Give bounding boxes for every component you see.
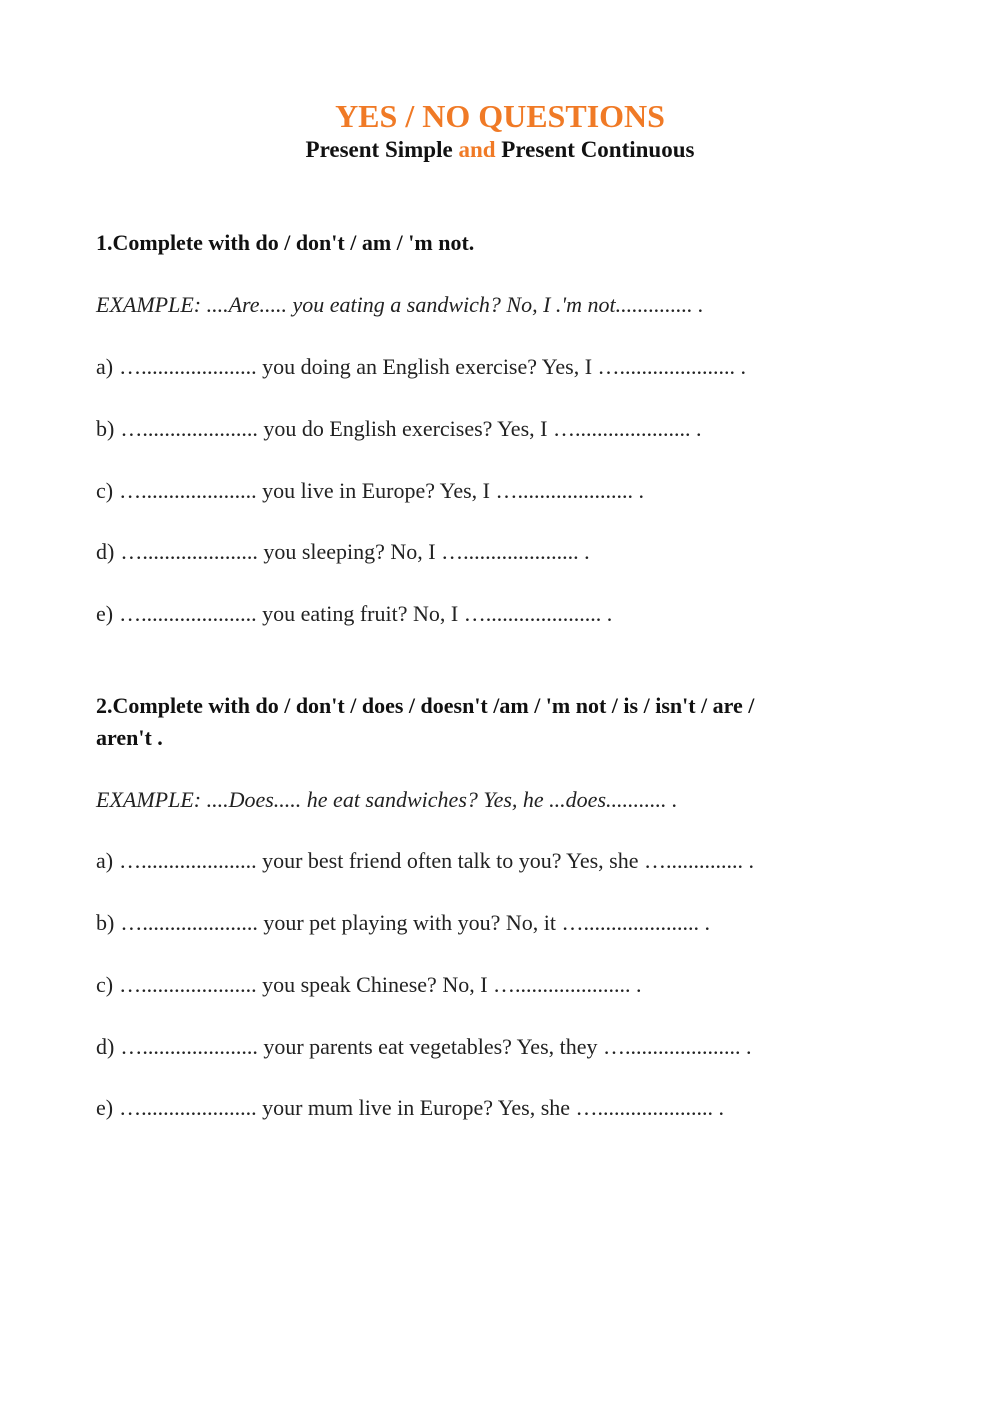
section2-heading-line2: aren't .	[96, 725, 163, 750]
item-text: …..................... you eating fruit? No, I …..................... .	[119, 601, 613, 626]
item-text: …..................... you sleeping? No, I …..................... .	[120, 539, 590, 564]
item-letter: b)	[96, 910, 115, 935]
section2-item-e	[96, 1093, 916, 1123]
item-text: …..................... you speak Chinese? No, I …..................... .	[119, 972, 642, 997]
section2-example: EXAMPLE: ....Does..... he eat sandwiches? Yes, he ...does........... .	[96, 787, 678, 812]
item-letter: e)	[96, 601, 114, 626]
section1-item-a	[96, 352, 916, 382]
section1-example: EXAMPLE: ....Are..... you eating a sandwich? No, I .'m not.............. .	[96, 292, 704, 317]
section2-item-a	[96, 846, 916, 876]
subtitle-part2: Present Continuous	[495, 137, 695, 162]
page-title: YES / NO QUESTIONS	[335, 98, 665, 134]
item-letter: d)	[96, 1034, 115, 1059]
item-letter: e)	[96, 1095, 114, 1120]
item-text: …..................... your best friend often talk to you? Yes, she ….............. .	[119, 848, 754, 873]
section2-item-d	[96, 1032, 916, 1062]
section1-item-c	[96, 476, 916, 506]
item-text: …..................... your mum live in Europe? Yes, she …..................... .	[119, 1095, 725, 1120]
item-text: …..................... your pet playing with you? No, it …..................... .	[120, 910, 711, 935]
section1-item-b	[96, 414, 916, 444]
page-subtitle	[0, 135, 1000, 165]
item-letter: c)	[96, 972, 114, 997]
item-letter: d)	[96, 539, 115, 564]
item-letter: c)	[96, 478, 114, 503]
item-letter: a)	[96, 354, 114, 379]
section2-heading-line1: 2.Complete with do / don't / does / doesn't /am / 'm not / is / isn't / are /	[96, 693, 755, 718]
section2-item-c	[96, 970, 916, 1000]
item-text: …..................... you doing an English exercise? Yes, I …..................... .	[119, 354, 747, 379]
item-text: …..................... your parents eat vegetables? Yes, they …..................... .	[120, 1034, 752, 1059]
section1-item-d	[96, 537, 916, 567]
item-letter: a)	[96, 848, 114, 873]
item-text: …..................... you do English exercises? Yes, I …..................... .	[120, 416, 702, 441]
section1-heading: 1.Complete with do / don't / am / 'm not.	[96, 230, 475, 255]
section2-heading	[96, 690, 916, 754]
section2-item-b	[96, 908, 916, 938]
subtitle-part1: Present Simple	[305, 137, 459, 162]
section1-item-e	[96, 599, 916, 629]
item-text: …..................... you live in Europe? Yes, I …..................... .	[119, 478, 645, 503]
item-letter: b)	[96, 416, 115, 441]
subtitle-and: and	[458, 137, 496, 162]
